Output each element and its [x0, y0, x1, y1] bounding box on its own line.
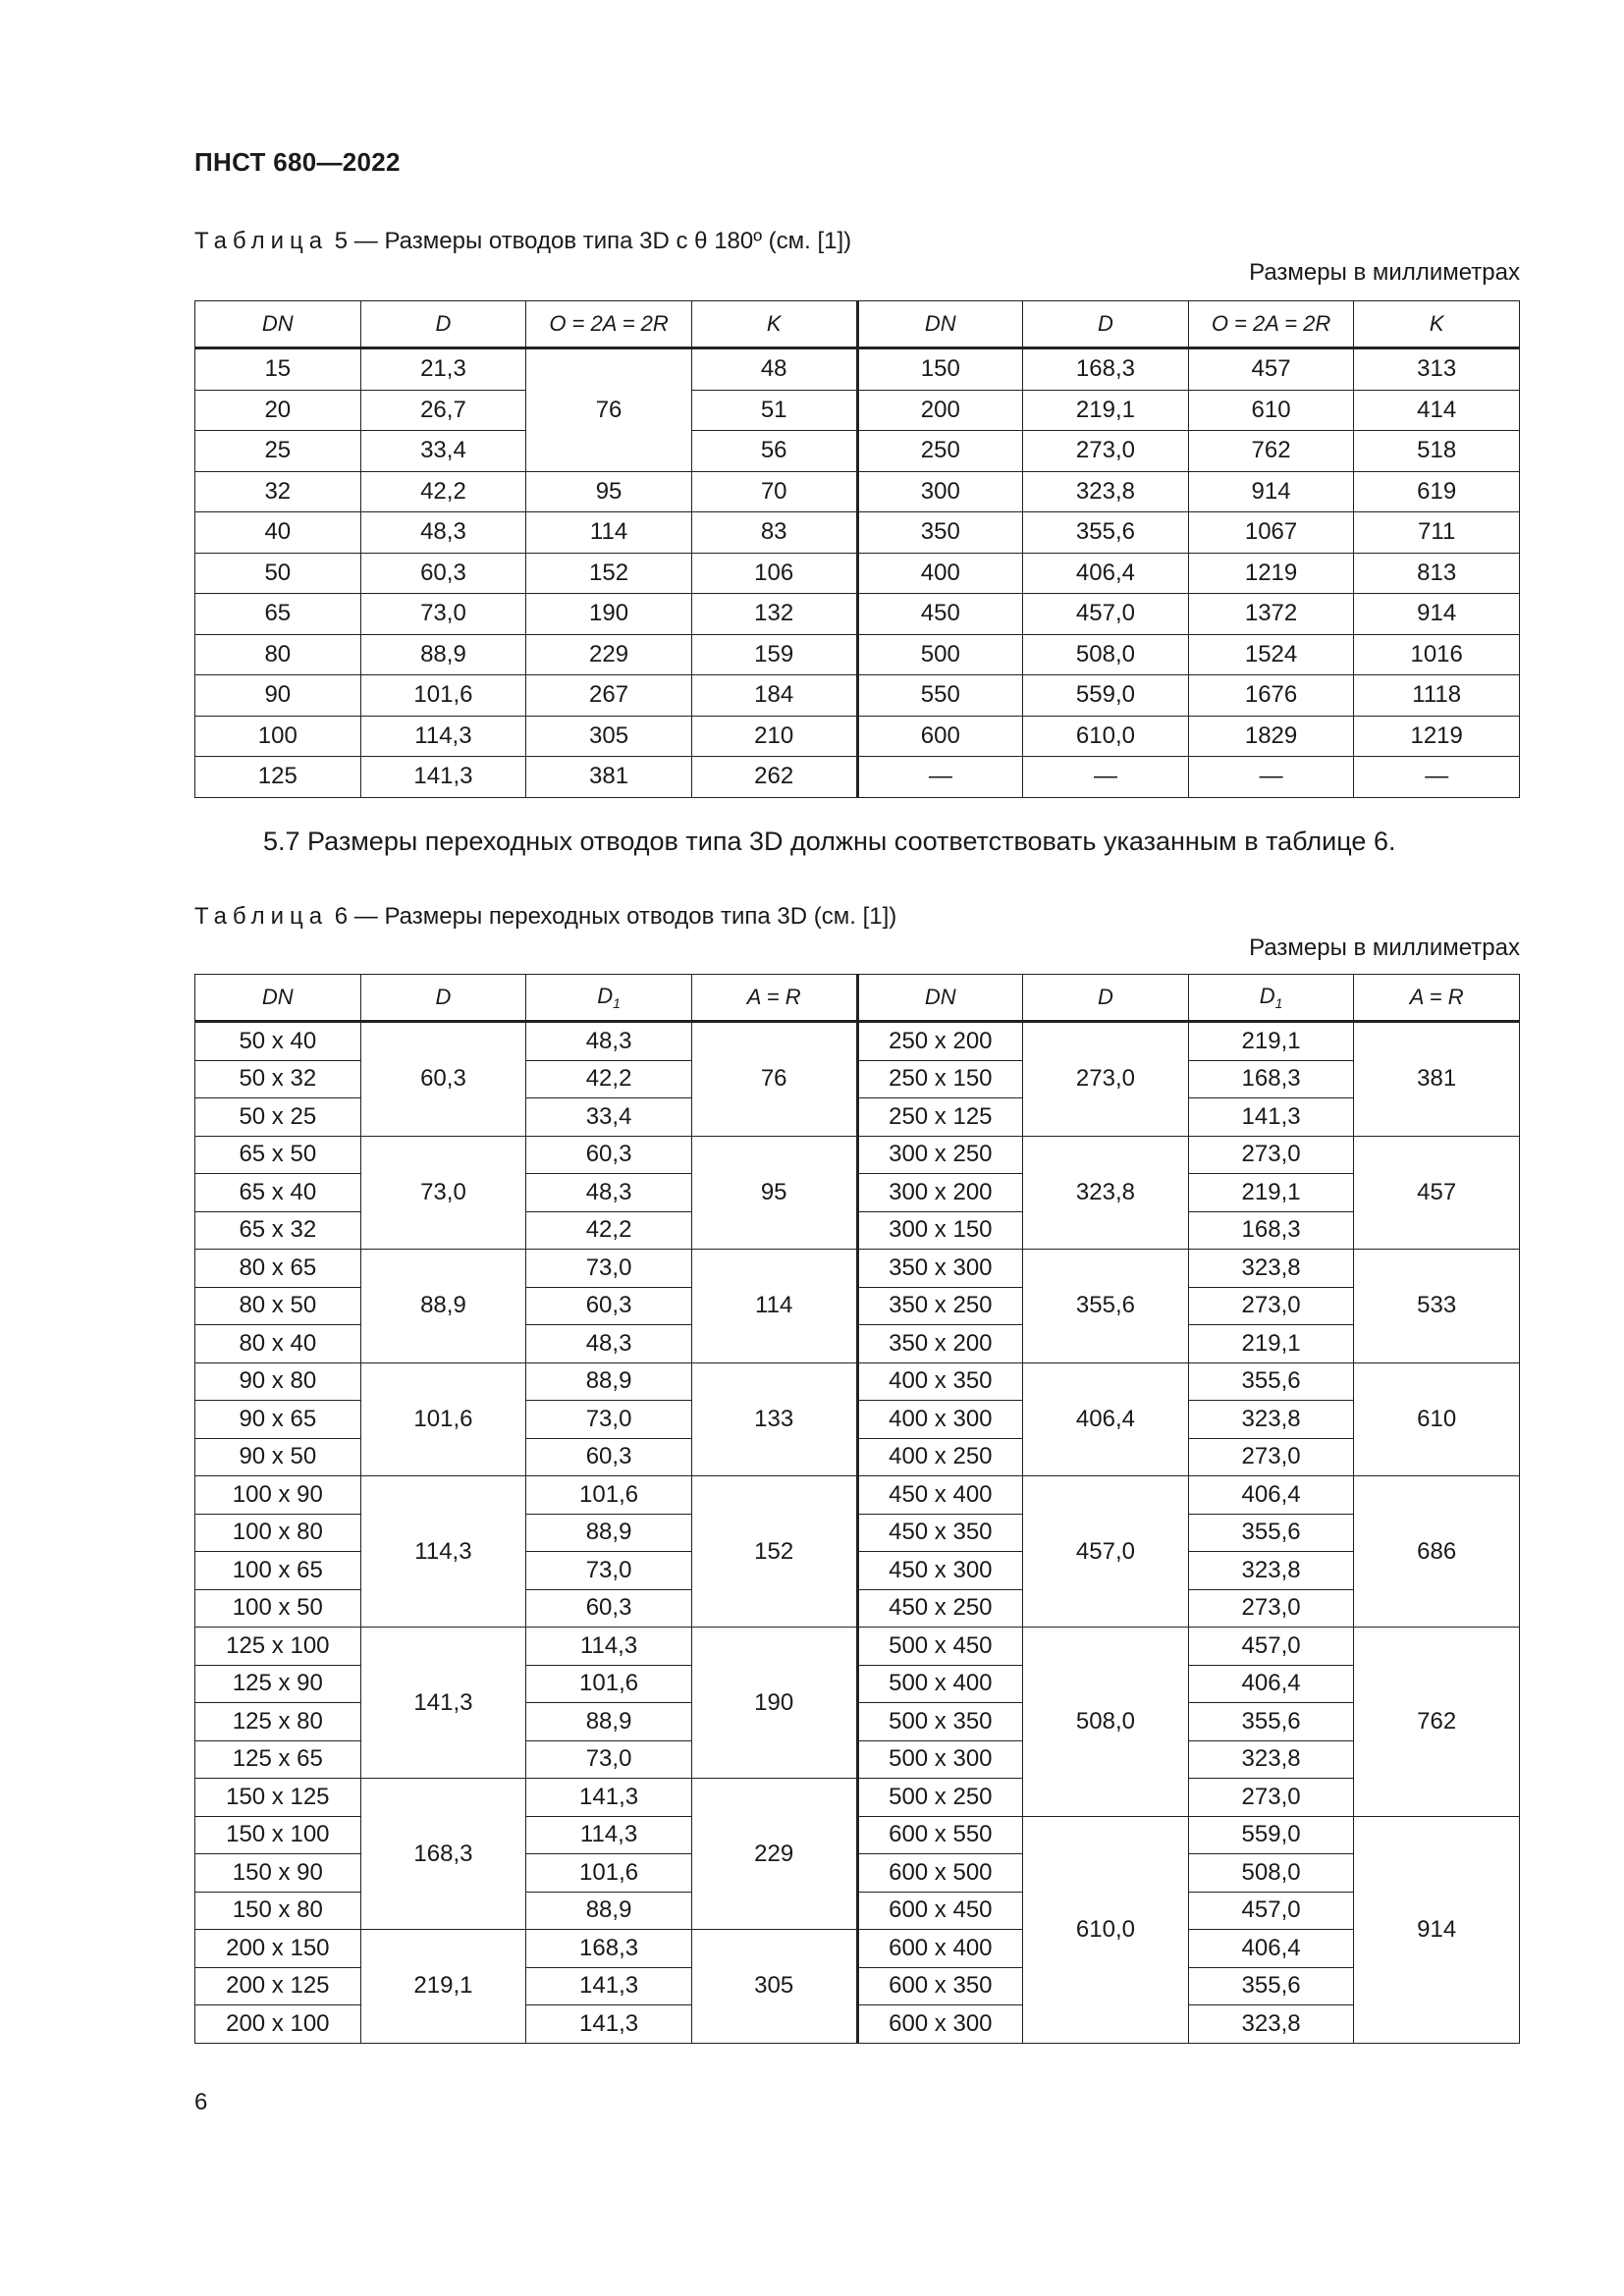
table-cell: 610	[1188, 390, 1354, 431]
table-cell: 406,4	[1023, 553, 1189, 594]
table-cell: 600	[857, 716, 1023, 757]
table-row	[195, 757, 1520, 798]
column-header: K	[691, 301, 857, 348]
table-cell: 73,0	[526, 1401, 692, 1439]
table-cell: 250 x 200	[857, 1022, 1023, 1061]
table-row	[195, 716, 1520, 757]
table-cell: 500 x 450	[857, 1628, 1023, 1666]
table-cell: 83	[691, 512, 857, 554]
table-cell: 48,3	[526, 1325, 692, 1363]
table-cell: 1372	[1188, 594, 1354, 635]
table-cell: 686	[1354, 1476, 1520, 1628]
table-row	[195, 1930, 1520, 1968]
table-cell: 88,9	[526, 1514, 692, 1552]
table-cell: 60,3	[360, 1022, 526, 1137]
table-cell: 323,8	[1188, 1740, 1354, 1779]
table-cell: 90 x 80	[195, 1362, 361, 1401]
table-cell: 450	[857, 594, 1023, 635]
table-cell: 355,6	[1188, 1362, 1354, 1401]
table-cell: 600 x 400	[857, 1930, 1023, 1968]
table-cell: 200 x 150	[195, 1930, 361, 1968]
table-cell: 600 x 450	[857, 1892, 1023, 1930]
table-cell: 305	[526, 716, 692, 757]
table-cell: 190	[526, 594, 692, 635]
table-row	[195, 390, 1520, 431]
table-cell: 88,9	[526, 1362, 692, 1401]
table-row	[195, 512, 1520, 554]
table-cell: 550	[857, 675, 1023, 717]
table-cell: 619	[1354, 471, 1520, 512]
table-cell: 101,6	[360, 675, 526, 717]
table-cell: 300 x 200	[857, 1174, 1023, 1212]
table-cell: 152	[526, 553, 692, 594]
table-cell: 141,3	[360, 1628, 526, 1779]
table-cell: 42,2	[526, 1211, 692, 1250]
table-cell: 219,1	[360, 1930, 526, 2044]
column-header: A = R	[1354, 975, 1520, 1022]
table-cell: 350 x 200	[857, 1325, 1023, 1363]
column-header: D	[360, 975, 526, 1022]
table-cell: 450 x 350	[857, 1514, 1023, 1552]
table-cell: 80 x 50	[195, 1287, 361, 1325]
table-cell: 229	[526, 634, 692, 675]
table-cell: 350 x 250	[857, 1287, 1023, 1325]
table-cell: 323,8	[1023, 471, 1189, 512]
table-cell: 101,6	[526, 1854, 692, 1893]
table-cell: 508,0	[1188, 1854, 1354, 1893]
table-cell: 762	[1188, 431, 1354, 472]
table-cell: 500 x 350	[857, 1703, 1023, 1741]
table-row	[195, 1476, 1520, 1515]
table-cell: 60,3	[360, 553, 526, 594]
table-cell: 355,6	[1188, 1703, 1354, 1741]
table-cell: 48,3	[526, 1174, 692, 1212]
table-row	[195, 348, 1520, 391]
table-cell: 500 x 250	[857, 1779, 1023, 1817]
table-cell: 457,0	[1023, 594, 1189, 635]
table-cell: 100 x 65	[195, 1552, 361, 1590]
table-cell: 125	[195, 757, 361, 798]
table-cell: 406,4	[1188, 1665, 1354, 1703]
table-cell: 73,0	[526, 1552, 692, 1590]
table-cell: 101,6	[360, 1362, 526, 1476]
column-header: DN	[195, 301, 361, 348]
table-cell: 600 x 550	[857, 1816, 1023, 1854]
table-cell: 533	[1354, 1250, 1520, 1363]
table-cell: 355,6	[1188, 1514, 1354, 1552]
table-cell: 600 x 500	[857, 1854, 1023, 1893]
table-cell: 141,3	[526, 1967, 692, 2005]
table5-caption	[194, 228, 851, 255]
table-cell: 65 x 50	[195, 1136, 361, 1174]
table-cell: 114,3	[360, 1476, 526, 1628]
table-cell: 381	[526, 757, 692, 798]
table-cell: 262	[691, 757, 857, 798]
table-cell: 168,3	[360, 1779, 526, 1930]
column-header: D	[1023, 301, 1189, 348]
table-cell: 48,3	[526, 1022, 692, 1061]
table-cell: 168,3	[1188, 1060, 1354, 1098]
table-cell: 406,4	[1188, 1476, 1354, 1515]
table-row	[195, 1362, 1520, 1401]
table-cell: 508,0	[1023, 634, 1189, 675]
table-cell: 88,9	[360, 1250, 526, 1363]
table-cell: 610	[1354, 1362, 1520, 1476]
table-cell: 95	[691, 1136, 857, 1250]
table-cell: 600 x 300	[857, 2005, 1023, 2044]
table-cell: 200 x 100	[195, 2005, 361, 2044]
column-header: DN	[857, 301, 1023, 348]
table-row	[195, 1779, 1520, 1817]
table-cell: 60,3	[526, 1136, 692, 1174]
table-cell: 65 x 32	[195, 1211, 361, 1250]
table-cell: 33,4	[360, 431, 526, 472]
table-cell: 168,3	[526, 1930, 692, 1968]
table-cell: 114,3	[526, 1628, 692, 1666]
table5-header-row	[195, 301, 1520, 348]
table-cell: 219,1	[1188, 1325, 1354, 1363]
table-cell: 273,0	[1188, 1779, 1354, 1817]
table-cell: 50 x 32	[195, 1060, 361, 1098]
table-cell: 414	[1354, 390, 1520, 431]
table-cell: 100 x 50	[195, 1589, 361, 1628]
table-cell: 323,8	[1188, 1250, 1354, 1288]
table-cell: 350 x 300	[857, 1250, 1023, 1288]
table-cell: 65 x 40	[195, 1174, 361, 1212]
table-cell: 450 x 300	[857, 1552, 1023, 1590]
table-row	[195, 1628, 1520, 1666]
table-cell: 65	[195, 594, 361, 635]
table-cell: 141,3	[526, 1779, 692, 1817]
column-header: DN	[857, 975, 1023, 1022]
table-cell: 273,0	[1188, 1287, 1354, 1325]
table-cell: 219,1	[1188, 1022, 1354, 1061]
table-cell: 762	[1354, 1628, 1520, 1817]
table-cell: 56	[691, 431, 857, 472]
subscript: 1	[613, 995, 621, 1011]
table-cell: 273,0	[1023, 431, 1189, 472]
table-cell: 508,0	[1023, 1628, 1189, 1817]
table-cell: 914	[1188, 471, 1354, 512]
table-cell: 457	[1354, 1136, 1520, 1250]
table-cell: 114,3	[360, 716, 526, 757]
table-cell: 70	[691, 471, 857, 512]
table-cell: 88,9	[526, 1703, 692, 1741]
table-cell: 60,3	[526, 1589, 692, 1628]
table-cell: 323,8	[1188, 2005, 1354, 2044]
table-cell: 184	[691, 675, 857, 717]
table-cell: 88,9	[526, 1892, 692, 1930]
table-cell: 914	[1354, 594, 1520, 635]
column-header: D	[360, 301, 526, 348]
table-cell: 101,6	[526, 1665, 692, 1703]
table-cell: 20	[195, 390, 361, 431]
table-cell: 711	[1354, 512, 1520, 554]
table6-caption-text: 6 — Размеры переходных отводов типа 3D (см. [1])	[334, 903, 897, 930]
table-cell: 300	[857, 471, 1023, 512]
table-cell: 114,3	[526, 1816, 692, 1854]
table-row	[195, 594, 1520, 635]
table-cell: 355,6	[1023, 1250, 1189, 1363]
table-cell: 300 x 250	[857, 1136, 1023, 1174]
table-cell: 80 x 65	[195, 1250, 361, 1288]
table6	[194, 974, 1520, 2044]
table-cell: 88,9	[360, 634, 526, 675]
table-cell: 114	[526, 512, 692, 554]
table-cell: 1676	[1188, 675, 1354, 717]
table-cell: 73,0	[526, 1250, 692, 1288]
table-cell: 60,3	[526, 1438, 692, 1476]
document-id: ПНСТ 680—2022	[194, 147, 401, 177]
table-row	[195, 675, 1520, 717]
table-cell: 150 x 125	[195, 1779, 361, 1817]
table-cell: 48,3	[360, 512, 526, 554]
table-cell: 125 x 80	[195, 1703, 361, 1741]
column-header: O = 2A = 2R	[526, 301, 692, 348]
table5-units: Размеры в миллиметрах	[1249, 259, 1520, 286]
table-cell: 273,0	[1023, 1022, 1189, 1137]
table-cell: 76	[526, 348, 692, 472]
column-header: D	[1023, 975, 1189, 1022]
table-cell: 168,3	[1188, 1211, 1354, 1250]
table-cell: 50 x 25	[195, 1098, 361, 1137]
table-cell: 610,0	[1023, 716, 1189, 757]
table-cell: 200	[857, 390, 1023, 431]
table-cell: —	[857, 757, 1023, 798]
table-cell: 250	[857, 431, 1023, 472]
table-cell: 219,1	[1023, 390, 1189, 431]
table-cell: 51	[691, 390, 857, 431]
table-cell: 450 x 400	[857, 1476, 1023, 1515]
table-cell: 106	[691, 553, 857, 594]
table-cell: 323,8	[1188, 1401, 1354, 1439]
subscript: 1	[1274, 995, 1283, 1011]
table-cell: 355,6	[1023, 512, 1189, 554]
paragraph-5-7: 5.7 Размеры переходных отводов типа 3D должны соответствовать указанным в таблице 6.	[263, 827, 1396, 856]
table-cell: 141,3	[1188, 1098, 1354, 1137]
table-cell: 141,3	[360, 757, 526, 798]
table-cell: 406,4	[1188, 1930, 1354, 1968]
table-cell: 32	[195, 471, 361, 512]
table-cell: —	[1188, 757, 1354, 798]
table-cell: 229	[691, 1779, 857, 1930]
table-cell: 42,2	[526, 1060, 692, 1098]
table-cell: 73,0	[526, 1740, 692, 1779]
table-cell: 500	[857, 634, 1023, 675]
column-header: DN	[195, 975, 361, 1022]
table-cell: 1118	[1354, 675, 1520, 717]
column-header: $D_1$	[526, 975, 692, 1022]
table-cell: 150 x 90	[195, 1854, 361, 1893]
table-cell: 559,0	[1023, 675, 1189, 717]
table-cell: 150 x 100	[195, 1816, 361, 1854]
table-cell: 457,0	[1188, 1628, 1354, 1666]
table-cell: 210	[691, 716, 857, 757]
table-cell: 90	[195, 675, 361, 717]
table-cell: 76	[691, 1022, 857, 1137]
table-cell: 133	[691, 1362, 857, 1476]
table-cell: 1219	[1354, 716, 1520, 757]
table-cell: 1067	[1188, 512, 1354, 554]
table-cell: 80	[195, 634, 361, 675]
table-cell: 300 x 150	[857, 1211, 1023, 1250]
table-row	[195, 553, 1520, 594]
table-cell: 400 x 350	[857, 1362, 1023, 1401]
column-header: $D_1$	[1188, 975, 1354, 1022]
table-cell: 273,0	[1188, 1136, 1354, 1174]
table-cell: 132	[691, 594, 857, 635]
table-cell: 267	[526, 675, 692, 717]
table-cell: 219,1	[1188, 1174, 1354, 1212]
table-cell: 26,7	[360, 390, 526, 431]
table5-caption-text: 5 — Размеры отводов типа 3D с θ 180º (см. [1])	[334, 228, 852, 254]
table-cell: 457	[1188, 348, 1354, 391]
table-cell: 152	[691, 1476, 857, 1628]
table-cell: 406,4	[1023, 1362, 1189, 1476]
table-cell: 400 x 250	[857, 1438, 1023, 1476]
table-cell: 457,0	[1188, 1892, 1354, 1930]
table-cell: 33,4	[526, 1098, 692, 1137]
table-cell: 21,3	[360, 348, 526, 391]
table-cell: 500 x 300	[857, 1740, 1023, 1779]
table-cell: 559,0	[1188, 1816, 1354, 1854]
table-cell: 1219	[1188, 553, 1354, 594]
table-cell: 40	[195, 512, 361, 554]
column-header: A = R	[691, 975, 857, 1022]
table-cell: 250 x 150	[857, 1060, 1023, 1098]
table-cell: 250 x 125	[857, 1098, 1023, 1137]
table-row	[195, 471, 1520, 512]
table-cell: 25	[195, 431, 361, 472]
table-cell: 100	[195, 716, 361, 757]
table5	[194, 300, 1520, 798]
table-cell: —	[1354, 757, 1520, 798]
table6-caption-word: Таблица	[194, 903, 329, 930]
table-cell: 95	[526, 471, 692, 512]
table-cell: 190	[691, 1628, 857, 1779]
table-cell: 60,3	[526, 1287, 692, 1325]
table-cell: 200 x 125	[195, 1967, 361, 2005]
table-cell: 80 x 40	[195, 1325, 361, 1363]
table-cell: 450 x 250	[857, 1589, 1023, 1628]
table6-header-row	[195, 975, 1520, 1022]
table-cell: 400 x 300	[857, 1401, 1023, 1439]
table-cell: 90 x 50	[195, 1438, 361, 1476]
table-cell: 150 x 80	[195, 1892, 361, 1930]
table-cell: 150	[857, 348, 1023, 391]
table-cell: 381	[1354, 1022, 1520, 1137]
table-cell: 125 x 90	[195, 1665, 361, 1703]
column-header: K	[1354, 301, 1520, 348]
table-cell: 518	[1354, 431, 1520, 472]
table-cell: 313	[1354, 348, 1520, 391]
table-cell: 159	[691, 634, 857, 675]
table-cell: 355,6	[1188, 1967, 1354, 2005]
table-cell: 1016	[1354, 634, 1520, 675]
table-row	[195, 634, 1520, 675]
table-cell: 100 x 90	[195, 1476, 361, 1515]
table-cell: 1829	[1188, 716, 1354, 757]
table-cell: 305	[691, 1930, 857, 2044]
table-cell: 15	[195, 348, 361, 391]
table-row	[195, 1250, 1520, 1288]
table-cell: 457,0	[1023, 1476, 1189, 1628]
table-cell: 500 x 400	[857, 1665, 1023, 1703]
table-cell: 813	[1354, 553, 1520, 594]
table-row	[195, 1022, 1520, 1061]
table-cell: 168,3	[1023, 348, 1189, 391]
table-cell: 125 x 100	[195, 1628, 361, 1666]
table-cell: 914	[1354, 1816, 1520, 2043]
column-header: O = 2A = 2R	[1188, 301, 1354, 348]
table-cell: 600 x 350	[857, 1967, 1023, 2005]
table-cell: 323,8	[1023, 1136, 1189, 1250]
table-cell: —	[1023, 757, 1189, 798]
table-cell: 48	[691, 348, 857, 391]
table-cell: 400	[857, 553, 1023, 594]
table-cell: 273,0	[1188, 1438, 1354, 1476]
table-cell: 273,0	[1188, 1589, 1354, 1628]
table-cell: 114	[691, 1250, 857, 1363]
table-row	[195, 431, 1520, 472]
table-cell: 42,2	[360, 471, 526, 512]
table-cell: 125 x 65	[195, 1740, 361, 1779]
table-cell: 1524	[1188, 634, 1354, 675]
table-cell: 101,6	[526, 1476, 692, 1515]
table5-caption-word: Таблица	[194, 228, 329, 254]
table-cell: 50	[195, 553, 361, 594]
table-cell: 90 x 65	[195, 1401, 361, 1439]
table6-units: Размеры в миллиметрах	[1249, 934, 1520, 961]
table6-caption	[194, 903, 896, 931]
table-row	[195, 1136, 1520, 1174]
table-cell: 73,0	[360, 1136, 526, 1250]
table-cell: 100 x 80	[195, 1514, 361, 1552]
table-cell: 73,0	[360, 594, 526, 635]
table-cell: 350	[857, 512, 1023, 554]
table-cell: 50 x 40	[195, 1022, 361, 1061]
table-cell: 610,0	[1023, 1816, 1189, 2043]
table-cell: 323,8	[1188, 1552, 1354, 1590]
table-cell: 141,3	[526, 2005, 692, 2044]
page-number: 6	[194, 2089, 208, 2115]
